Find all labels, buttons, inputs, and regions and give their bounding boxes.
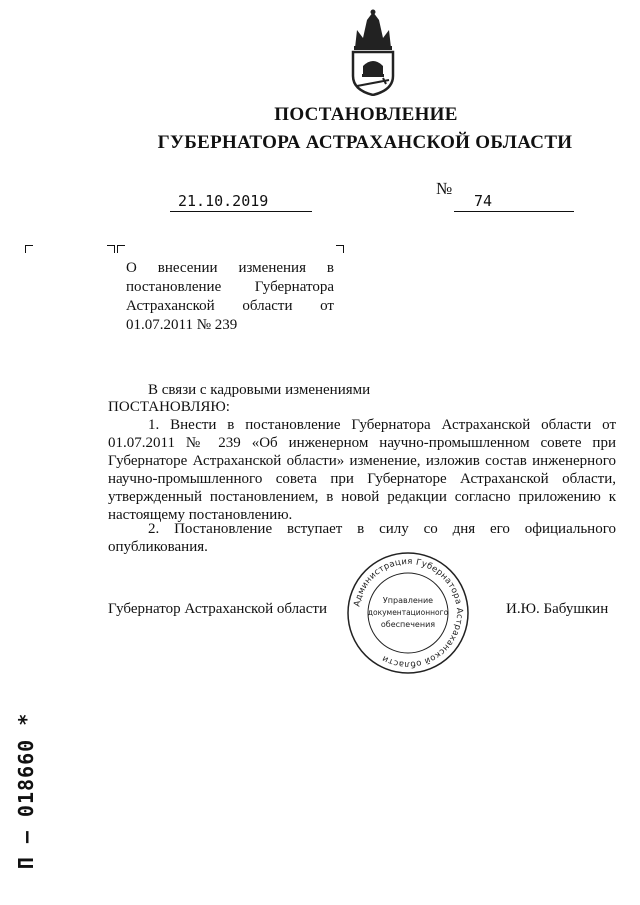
- document-title: ПОСТАНОВЛЕНИЕ: [274, 104, 458, 125]
- number-label: №: [436, 179, 453, 198]
- stamp-center-line: документационного: [367, 608, 449, 617]
- corner-mark: [107, 245, 115, 253]
- stamp-ring-text: Администрация Губернатора Астраханской области: [352, 556, 465, 670]
- subject-line: О внесении изменения в: [126, 260, 334, 276]
- corner-mark: [336, 245, 344, 253]
- subject-line: постановление Губернатора: [126, 279, 334, 295]
- intro-text: В связи с кадровыми изменениями: [148, 382, 371, 398]
- paragraph-2: 2. Постановление вступает в силу со дня его официального опубликования.: [108, 521, 616, 555]
- corner-mark: [25, 245, 33, 253]
- coat-of-arms-emblem: [345, 8, 401, 96]
- paragraph-1: 1. Внести в постановление Губернатора Астраханской области от 01.07.2011 № 239 «Об инженерном научно-промышленном совете при Губернаторе Астраханской области» изменение, изложив состав инженерного научно-промышленного совета при Губернаторе Астраханской области, утвержденный постановлением, в новой редакции согласно приложению к настоящему постановлению.: [108, 417, 616, 523]
- subject-line: Астраханской области от: [126, 298, 334, 314]
- registration-code-text: П – 018660 *: [14, 712, 38, 870]
- document-subject: [126, 259, 334, 335]
- decree-word: ПОСТАНОВЛЯЮ:: [108, 399, 230, 415]
- document-issuer: ГУБЕРНАТОРА АСТРАХАНСКОЙ ОБЛАСТИ: [157, 132, 573, 153]
- signatory-name: И.Ю. Бабушкин: [506, 601, 609, 617]
- official-stamp: [346, 551, 470, 675]
- document-date: 21.10.2019: [170, 192, 312, 212]
- registration-code: [6, 706, 46, 876]
- stamp-center-line: обеспечения: [380, 620, 436, 629]
- subject-line: 01.07.2011 № 239: [126, 317, 238, 333]
- signatory-position: Губернатор Астраханской области: [108, 601, 328, 617]
- stamp-center-line: Управление: [382, 596, 434, 605]
- document-number: 74: [454, 192, 574, 212]
- corner-mark: [117, 245, 125, 253]
